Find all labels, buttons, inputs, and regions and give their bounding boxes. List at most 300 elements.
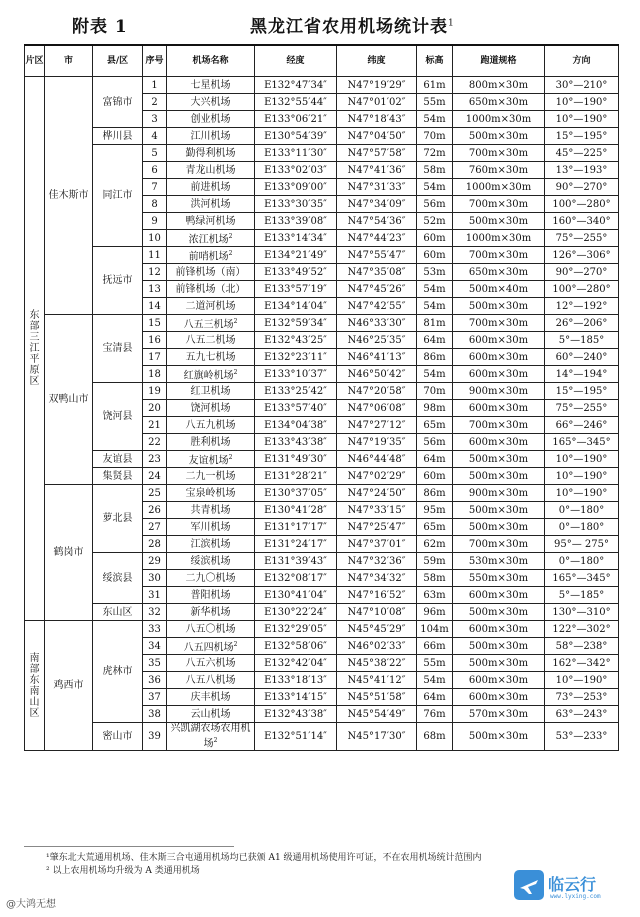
runway-cell: 500m×30m [453,451,545,468]
runway-cell: 500m×30m [453,468,545,485]
index-cell: 10 [143,230,167,247]
runway-cell: 1000m×30m [453,111,545,128]
table-row [25,553,619,570]
index-cell: 27 [143,519,167,536]
airport-name: 洪河机场 [190,198,231,210]
city-cell: 鸡西市 [45,621,93,751]
runway-cell: 500m×30m [453,213,545,230]
airport-name: 二九〇机场 [185,572,236,584]
runway-cell: 700m×30m [453,536,545,553]
county-cell: 桦川县 [93,128,143,145]
table-row [25,451,619,468]
dir-cell: 0°—180° [545,519,619,536]
name-cell [167,706,255,723]
lon-cell: E132°55′44″ [255,94,337,111]
lat-cell: N46°41′13″ [337,349,417,366]
dir-cell: 10°—190° [545,485,619,502]
elev-cell: 59m [417,553,453,570]
lon-cell: E132°08′17″ [255,570,337,587]
airport-name: 八五四机场 [183,642,234,654]
name-cell [167,264,255,281]
name-cell [167,77,255,94]
header-city: 市 [45,45,93,77]
index-cell: 16 [143,332,167,349]
airport-name: 七星机场 [190,79,231,91]
logo-url: www.lyxing.com [550,893,601,900]
lat-cell: N47°37′01″ [337,536,417,553]
name-cell [167,604,255,621]
dir-cell: 130°—310° [545,604,619,621]
index-cell: 35 [143,655,167,672]
runway-cell: 500m×30m [453,604,545,621]
table-row [25,77,619,94]
elev-cell: 54m [417,179,453,196]
airport-name: 前锋机场（北） [175,283,246,295]
name-cell [167,553,255,570]
runway-cell: 500m×30m [453,655,545,672]
lon-cell: E133°11′30″ [255,145,337,162]
name-cell [167,162,255,179]
runway-cell: 700m×30m [453,315,545,332]
elev-cell: 54m [417,366,453,383]
index-cell: 18 [143,366,167,383]
elev-cell: 58m [417,162,453,179]
table-row [25,383,619,400]
runway-cell: 500m×30m [453,502,545,519]
index-cell: 8 [143,196,167,213]
lon-cell: E133°09′00″ [255,179,337,196]
name-cell [167,570,255,587]
elev-cell: 70m [417,128,453,145]
airport-name: 红卫机场 [190,385,231,397]
elev-cell: 64m [417,451,453,468]
airport-name: 二九一机场 [185,470,236,482]
runway-cell: 600m×30m [453,349,545,366]
lon-cell: E130°41′28″ [255,502,337,519]
name-cell [167,485,255,502]
county-cell: 密山市 [93,723,143,751]
elev-cell: 68m [417,723,453,751]
table-header-row [25,45,619,77]
dir-cell: 12°—192° [545,298,619,315]
elev-cell: 54m [417,298,453,315]
header-dir: 方向 [545,45,619,77]
runway-cell: 530m×30m [453,553,545,570]
lon-cell: E132°58′06″ [255,638,337,655]
airport-name: 江川机场 [190,130,231,142]
county-cell: 萝北县 [93,485,143,553]
lon-cell: E132°43′38″ [255,706,337,723]
name-cell [167,145,255,162]
index-cell: 14 [143,298,167,315]
dir-cell: 10°—190° [545,672,619,689]
lon-cell: E133°10′37″ [255,366,337,383]
header-runway: 跑道规格 [453,45,545,77]
name-cell [167,451,255,468]
lon-cell: E130°22′24″ [255,604,337,621]
airport-name: 友谊机场 [188,455,229,467]
dir-cell: 90°—270° [545,264,619,281]
dir-cell: 15°—195° [545,383,619,400]
elev-cell: 52m [417,213,453,230]
name-cell [167,349,255,366]
title-footnote-mark: 1 [448,18,455,29]
header-elev: 标高 [417,45,453,77]
name-cell [167,655,255,672]
lat-cell: N47°31′33″ [337,179,417,196]
runway-cell: 500m×30m [453,128,545,145]
elev-cell: 54m [417,111,453,128]
dir-cell: 100°—280° [545,281,619,298]
lon-cell: E131°49′30″ [255,451,337,468]
elev-cell: 86m [417,349,453,366]
dir-cell: 95°— 275° [545,536,619,553]
lat-cell: N47°16′52″ [337,587,417,604]
index-cell: 32 [143,604,167,621]
lon-cell: E133°43′38″ [255,434,337,451]
index-cell: 26 [143,502,167,519]
lon-cell: E133°57′40″ [255,400,337,417]
header-lon: 经度 [255,45,337,77]
index-cell: 39 [143,723,167,751]
name-cell [167,298,255,315]
lat-cell: N47°24′50″ [337,485,417,502]
airport-name: 普阳机场 [190,589,231,601]
dir-cell: 58°—238° [545,638,619,655]
lon-cell: E134°14′04″ [255,298,337,315]
airport-name: 兴凯湖农场农用机场 [170,723,251,750]
lat-cell: N47°34′32″ [337,570,417,587]
name-cell [167,111,255,128]
watermark: @大鸿无想 [6,899,56,910]
dir-cell: 75°—255° [545,230,619,247]
dir-cell: 0°—180° [545,553,619,570]
name-cell [167,723,255,751]
runway-cell: 700m×30m [453,417,545,434]
elev-cell: 55m [417,94,453,111]
index-cell: 30 [143,570,167,587]
airport-name: 八五九机场 [185,419,236,431]
lon-cell: E133°02′03″ [255,162,337,179]
table-row [25,145,619,162]
elev-cell: 86m [417,485,453,502]
lon-cell: E132°42′04″ [255,655,337,672]
index-cell: 37 [143,689,167,706]
name-cell [167,519,255,536]
index-cell: 34 [143,638,167,655]
lon-cell: E131°39′43″ [255,553,337,570]
airport-name: 新华机场 [190,606,231,618]
elev-cell: 54m [417,672,453,689]
lon-cell: E133°30′35″ [255,196,337,213]
airport-name: 前哨机场 [188,251,229,263]
elev-cell: 60m [417,247,453,264]
index-cell: 21 [143,417,167,434]
dir-cell: 10°—190° [545,94,619,111]
dir-cell: 13°—193° [545,162,619,179]
elev-cell: 61m [417,77,453,94]
lat-cell: N46°50′42″ [337,366,417,383]
lon-cell: E130°37′05″ [255,485,337,502]
header-lat: 纬度 [337,45,417,77]
lat-cell: N45°54′49″ [337,706,417,723]
lat-cell: N47°54′36″ [337,213,417,230]
lon-cell: E131°17′17″ [255,519,337,536]
runway-cell: 900m×30m [453,485,545,502]
city-cell: 佳木斯市 [45,77,93,315]
index-cell: 5 [143,145,167,162]
name-cell [167,468,255,485]
lon-cell: E133°14′34″ [255,230,337,247]
index-cell: 7 [143,179,167,196]
dir-cell: 14°—194° [545,366,619,383]
runway-cell: 1000m×30m [453,230,545,247]
runway-cell: 550m×30m [453,570,545,587]
footnote-1: ¹肇东北大荒通用机场、佳木斯三合屯通用机场均已获颁 A1 级通用机场使用许可证，不在农用机场统计范围内 [46,853,482,863]
lat-cell: N47°42′55″ [337,298,417,315]
index-cell: 28 [143,536,167,553]
footnote-divider [24,846,234,847]
airport-name: 五九七机场 [185,351,236,363]
lon-cell: E132°59′34″ [255,315,337,332]
name-cell [167,128,255,145]
name-cell [167,332,255,349]
elev-cell: 60m [417,468,453,485]
lon-cell: E133°39′08″ [255,213,337,230]
footnote-mark: 2 [233,317,238,325]
elev-cell: 58m [417,570,453,587]
elev-cell: 62m [417,536,453,553]
airport-name: 军川机场 [190,521,231,533]
elev-cell: 56m [417,434,453,451]
header-county: 县/区 [93,45,143,77]
county-cell: 宝清县 [93,315,143,383]
page-title: 黑龙江省农用机场统计表$^1$ [250,17,455,37]
runway-cell: 900m×30m [453,383,545,400]
elev-cell: 63m [417,587,453,604]
dir-cell: 66°—246° [545,417,619,434]
dir-cell: 15°—195° [545,128,619,145]
elev-cell: 53m [417,264,453,281]
dir-cell: 126°—306° [545,247,619,264]
elev-cell: 95m [417,502,453,519]
name-cell [167,281,255,298]
airport-name: 云山机场 [190,708,231,720]
index-cell: 29 [143,553,167,570]
name-cell [167,434,255,451]
lat-cell: N47°02′29″ [337,468,417,485]
airport-name: 庆丰机场 [190,691,231,703]
dir-cell: 10°—190° [545,111,619,128]
lon-cell: E132°43′25″ [255,332,337,349]
dir-cell: 63°—243° [545,706,619,723]
lat-cell: N45°51′58″ [337,689,417,706]
lon-cell: E132°47′34″ [255,77,337,94]
lat-cell: N47°25′47″ [337,519,417,536]
table-row [25,621,619,638]
lat-cell: N47°06′08″ [337,400,417,417]
airport-name: 前锋机场（南） [175,266,246,278]
dir-cell: 45°—225° [545,145,619,162]
index-cell: 17 [143,349,167,366]
airport-name: 八五〇机场 [185,623,236,635]
header-region: 片区 [25,45,45,77]
county-cell: 友谊县 [93,451,143,468]
runway-cell: 500m×40m [453,281,545,298]
dir-cell: 60°—240° [545,349,619,366]
airport-name: 江滨机场 [190,538,231,550]
airport-name: 八五六机场 [185,657,236,669]
airport-name: 创业机场 [190,113,231,125]
lon-cell: E133°18′13″ [255,672,337,689]
table-row [25,315,619,332]
index-cell: 1 [143,77,167,94]
table-body [25,77,619,751]
index-cell: 13 [143,281,167,298]
elev-cell: 54m [417,281,453,298]
name-cell [167,400,255,417]
index-cell: 22 [143,434,167,451]
dir-cell: 162°—342° [545,655,619,672]
lon-cell: E133°25′42″ [255,383,337,400]
footnote-mark: 2 [228,232,233,240]
index-cell: 6 [143,162,167,179]
lat-cell: N47°44′23″ [337,230,417,247]
dir-cell: 5°—185° [545,332,619,349]
lat-cell: N47°32′36″ [337,553,417,570]
name-cell [167,638,255,655]
city-cell: 双鸭山市 [45,315,93,485]
name-cell [167,536,255,553]
region-cell: 南部东南山区 [25,621,45,751]
lat-cell: N45°38′22″ [337,655,417,672]
elev-cell: 98m [417,400,453,417]
airport-name: 勤得利机场 [185,147,236,159]
footnote-mark: 2 [233,640,238,648]
elev-cell: 65m [417,519,453,536]
index-cell: 31 [143,587,167,604]
elev-cell: 55m [417,655,453,672]
lon-cell: E130°41′04″ [255,587,337,604]
runway-cell: 700m×30m [453,247,545,264]
region-cell: 东部三江平原区 [25,77,45,621]
runway-cell: 500m×30m [453,638,545,655]
name-cell [167,179,255,196]
lon-cell: E132°29′05″ [255,621,337,638]
name-cell [167,315,255,332]
table-row [25,468,619,485]
county-cell: 虎林市 [93,621,143,723]
elev-cell: 60m [417,230,453,247]
dir-cell: 165°—345° [545,570,619,587]
airport-name: 胜利机场 [190,436,231,448]
index-cell: 38 [143,706,167,723]
name-cell [167,247,255,264]
runway-cell: 600m×30m [453,672,545,689]
table-row [25,247,619,264]
lon-cell: E132°23′11″ [255,349,337,366]
lat-cell: N47°19′35″ [337,434,417,451]
name-cell [167,213,255,230]
airport-name: 宝泉岭机场 [185,487,236,499]
dir-cell: 100°—280° [545,196,619,213]
dir-cell: 5°—185° [545,587,619,604]
airport-name: 八五三机场 [183,319,234,331]
lat-cell: N47°01′02″ [337,94,417,111]
index-cell: 9 [143,213,167,230]
runway-cell: 500m×30m [453,723,545,751]
lat-cell: N46°44′48″ [337,451,417,468]
elev-cell: 64m [417,689,453,706]
lat-cell: N45°45′29″ [337,621,417,638]
table-row [25,604,619,621]
lon-cell: E133°14′15″ [255,689,337,706]
name-cell [167,587,255,604]
runway-cell: 600m×30m [453,434,545,451]
index-cell: 2 [143,94,167,111]
airport-table [24,44,619,751]
elev-cell: 72m [417,145,453,162]
runway-cell: 650m×30m [453,264,545,281]
index-cell: 11 [143,247,167,264]
dir-cell: 0°—180° [545,502,619,519]
dir-cell: 165°—345° [545,434,619,451]
lat-cell: N46°02′33″ [337,638,417,655]
lat-cell: N47°35′08″ [337,264,417,281]
dir-cell: 122°—302° [545,621,619,638]
index-cell: 20 [143,400,167,417]
airport-name: 浓江机场 [188,234,229,246]
lat-cell: N47°19′29″ [337,77,417,94]
runway-cell: 650m×30m [453,94,545,111]
index-cell: 23 [143,451,167,468]
index-cell: 4 [143,128,167,145]
name-cell [167,689,255,706]
airport-name: 鸭绿河机场 [185,215,236,227]
lon-cell: E134°04′38″ [255,417,337,434]
footnote-mark: 2 [233,368,238,376]
airport-name: 红旗岭机场 [183,370,234,382]
elev-cell: 56m [417,196,453,213]
index-cell: 19 [143,383,167,400]
lat-cell: N46°25′35″ [337,332,417,349]
airport-name: 前进机场 [190,181,231,193]
airport-name: 大兴机场 [190,96,231,108]
runway-cell: 600m×30m [453,689,545,706]
runway-cell: 600m×30m [453,587,545,604]
lat-cell: N47°34′09″ [337,196,417,213]
index-cell: 33 [143,621,167,638]
runway-cell: 600m×30m [453,621,545,638]
runway-cell: 500m×30m [453,298,545,315]
city-cell: 鹤岗市 [45,485,93,621]
name-cell [167,383,255,400]
name-cell [167,366,255,383]
airport-name: 青龙山机场 [185,164,236,176]
index-cell: 3 [143,111,167,128]
lon-cell: E134°21′49″ [255,247,337,264]
name-cell [167,672,255,689]
runway-cell: 600m×30m [453,332,545,349]
elev-cell: 64m [417,332,453,349]
runway-cell: 760m×30m [453,162,545,179]
logo-text: 临云行 [548,875,597,894]
table-row [25,723,619,751]
dir-cell: 53°—233° [545,723,619,751]
elev-cell: 104m [417,621,453,638]
runway-cell: 700m×30m [453,145,545,162]
lat-cell: N47°45′26″ [337,281,417,298]
